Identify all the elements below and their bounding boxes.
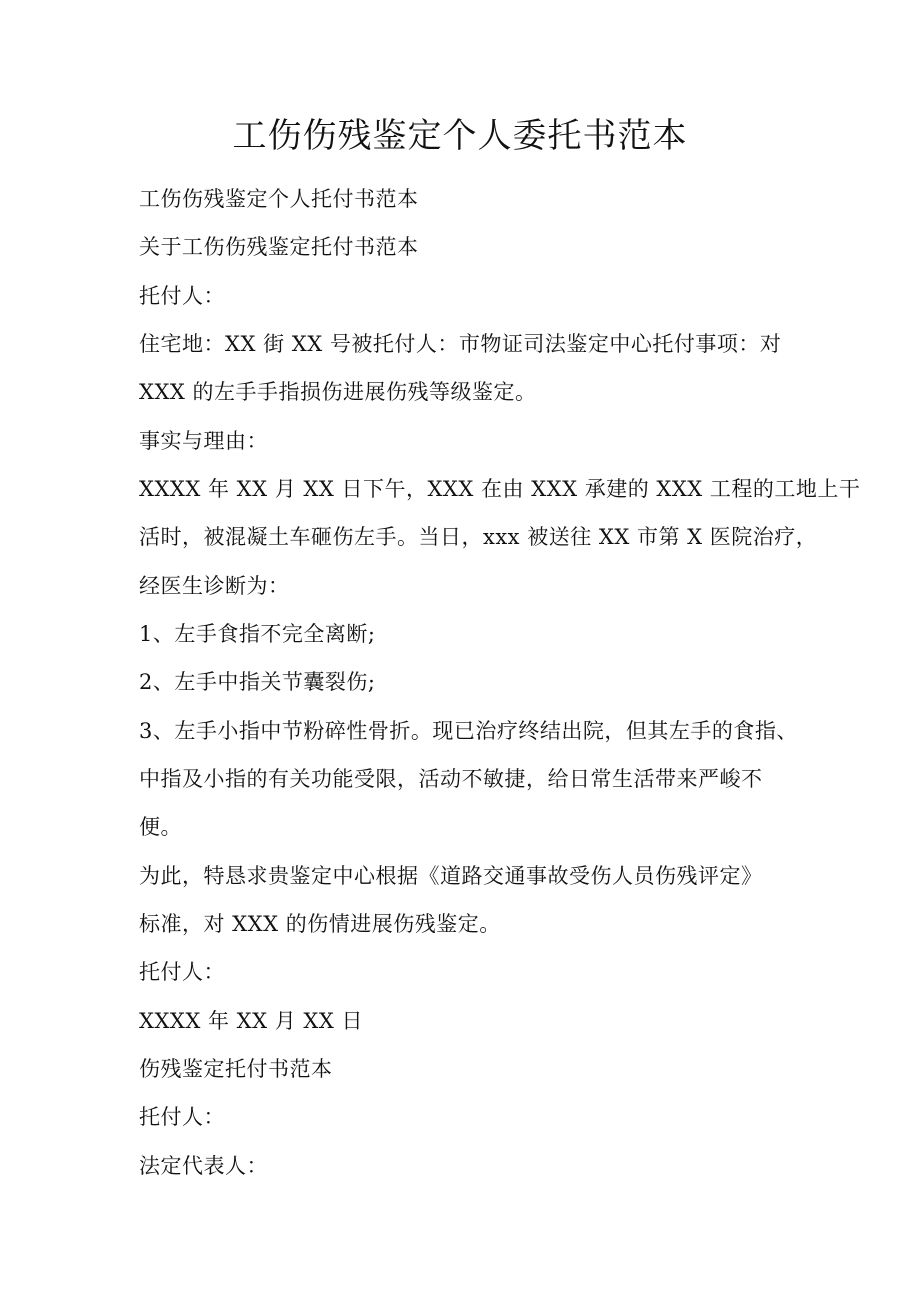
paragraph-line: 便。 xyxy=(139,815,182,839)
paragraph-line: 工伤伤残鉴定个人托付书范本 xyxy=(139,187,419,211)
list-item: 1、左手食指不完全离断; xyxy=(139,622,376,646)
section-heading: 伤残鉴定托付书范本 xyxy=(139,1057,333,1081)
paragraph-line: XXXX 年 XX 月 XX 日下午，XXX 在由 XXX 承建的 XXX 工程的工地上干 xyxy=(139,477,861,501)
paragraph-line: 经医生诊断为： xyxy=(139,574,290,598)
paragraph-line: 事实与理由： xyxy=(139,429,268,453)
paragraph-line: 托付人： xyxy=(139,1105,225,1129)
paragraph-line: 托付人： xyxy=(139,960,225,984)
list-item: 3、左手小指中节粉碎性骨折。现已治疗终结出院，但其左手的食指、 xyxy=(139,719,798,743)
paragraph-line: 法定代表人： xyxy=(139,1154,268,1178)
paragraph-line: 中指及小指的有关功能受限，活动不敏捷，给日常生活带来严峻不 xyxy=(139,767,763,791)
paragraph-line: 托付人： xyxy=(139,284,225,308)
paragraph-line: 关于工伤伤残鉴定托付书范本 xyxy=(139,235,419,259)
paragraph-line: XXX 的左手手指损伤进展伤残等级鉴定。 xyxy=(139,380,537,404)
document-title: 工伤伤残鉴定个人委托书范本 xyxy=(232,116,688,156)
list-item: 2、左手中指关节囊裂伤; xyxy=(139,670,376,694)
paragraph-line: 标准，对 XXX 的伤情进展伤残鉴定。 xyxy=(139,912,501,936)
paragraph-line: 住宅地：XX 街 XX 号被托付人：市物证司法鉴定中心托付事项：对 xyxy=(139,332,782,356)
date-line: XXXX 年 XX 月 XX 日 xyxy=(139,1009,363,1033)
paragraph-line: 活时，被混凝土车砸伤左手。当日，xxx 被送往 XX 市第 X 医院治疗， xyxy=(139,525,818,549)
paragraph-line: 为此，特恳求贵鉴定中心根据《道路交通事故受伤人员伤残评定》 xyxy=(139,864,763,888)
